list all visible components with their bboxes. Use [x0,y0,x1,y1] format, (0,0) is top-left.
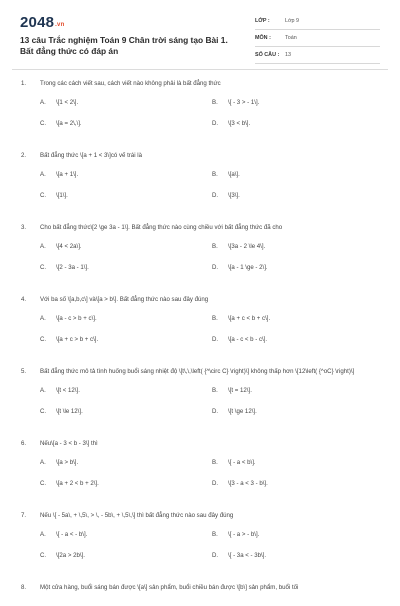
option-label: D. [212,336,219,343]
option-label: C. [40,480,47,487]
page-header [0,0,400,66]
meta-value: Toán [285,35,297,41]
meta-label: LỚP : [255,18,270,24]
option-label: B. [212,99,218,106]
option-text: \[ - 3 > - 1\]. [228,99,260,106]
question-number: 5. [21,368,27,375]
option-text: \[ - a < b\]. [228,459,256,466]
option-text: \[a\]. [228,171,240,178]
option-d[interactable] [212,263,268,273]
option-text: \[3 < b\]. [228,120,251,127]
option-label: A. [40,171,46,178]
option-c[interactable] [40,407,83,417]
document-meta [255,16,380,67]
option-c[interactable] [40,551,85,561]
option-a[interactable] [40,386,80,396]
question-text: Với ba số \[a,b,c\] và\[a > b\]. Bất đẳng thức nào sau đây đúng [40,296,209,303]
option-label: D. [212,480,219,487]
question-7 [0,511,400,570]
question-number: 7. [21,512,27,519]
option-a[interactable] [40,170,78,180]
question-text: Cho bất đẳng thức\[2 \ge 3a - 1\]. Bất đẳng thức nào cùng chiều với bất đẳng thức đã cho [40,224,283,231]
document-title: 13 câu Trắc nghiệm Toán 9 Chân trời sáng tạo Bài 1. Bất đẳng thức có đáp án [20,35,228,56]
option-label: D. [212,408,219,415]
question-number: 1. [21,80,27,87]
header-divider [12,69,388,70]
option-label: B. [212,459,218,466]
option-b[interactable] [212,170,240,180]
option-label: A. [40,531,46,538]
question-3 [0,223,400,282]
option-text: \[a + 1\]. [56,171,79,178]
question-number: 3. [21,224,27,231]
option-b[interactable] [212,386,252,396]
option-text: \[ - a < - b\]. [56,531,88,538]
option-c[interactable] [40,335,98,345]
option-a[interactable] [40,530,87,540]
question-text: Nếu \[ - 5a\, + \,5\, > \, - 5b\, + \,5\,\] thì bất đẳng thức nào sau đây đúng [40,512,234,519]
option-text: \[3 - a < 3 - b\]. [228,480,268,487]
meta-row-class [255,16,380,30]
answer-options [0,242,400,282]
question-number: 2. [21,152,27,159]
option-label: C. [40,192,47,199]
answer-options [0,98,400,138]
option-c[interactable] [40,263,89,273]
option-label: C. [40,552,47,559]
answer-options [0,314,400,354]
option-text: \[4 < 2a\]. [56,243,82,250]
question-text: Bất đẳng thức mô tả tình huống buổi sáng nhiệt độ \[t\,\,\left( {^\circ C} \right)\] không thấp hơn \[12\left( {^oC} \right)\] [40,368,355,375]
option-label: B. [212,531,218,538]
question-number: 6. [21,440,27,447]
option-text: \[a - c > b + c\]. [56,315,97,322]
option-label: A. [40,99,46,106]
question-5 [0,367,400,426]
option-a[interactable] [40,314,97,324]
option-c[interactable] [40,191,68,201]
question-text: Trong các cách viết sau, cách viết nào không phải là bất đẳng thức [40,80,221,87]
question-8 [0,583,400,593]
answer-options [0,170,400,210]
question-6 [0,439,400,498]
option-b[interactable] [212,242,265,252]
site-logo[interactable] [20,14,64,31]
option-label: C. [40,120,47,127]
answer-options [0,386,400,426]
option-text: \[3\]. [228,192,240,199]
meta-value: 13 [285,52,291,58]
question-1 [0,79,400,138]
option-text: \[2 - 3a - 1\]. [56,264,89,271]
option-text: \[t = 12\]. [228,387,252,394]
option-label: B. [212,315,218,322]
option-b[interactable] [212,98,259,108]
answer-options [0,458,400,498]
option-text: \[t \le 12\]. [56,408,83,415]
option-d[interactable] [212,119,250,129]
option-label: A. [40,243,46,250]
meta-label: MÔN : [255,35,271,41]
option-text: \[1\]. [56,192,68,199]
option-label: B. [212,243,218,250]
option-text: \[1 < 2\]. [56,99,79,106]
option-text: \[a + 2 < b + 2\]. [56,480,99,487]
meta-row-subject [255,33,380,47]
option-text: \[a > b\]. [56,459,79,466]
meta-label: SỐ CÂU : [255,52,280,58]
option-label: D. [212,192,219,199]
option-label: C. [40,336,47,343]
option-b[interactable] [212,458,256,468]
option-c[interactable] [40,119,82,129]
option-label: A. [40,315,46,322]
option-text: \[a + c < b + c\]. [228,315,271,322]
option-label: C. [40,408,47,415]
option-d[interactable] [212,479,268,489]
option-label: D. [212,264,219,271]
option-label: B. [212,171,218,178]
option-label: A. [40,459,46,466]
meta-value: Lớp 9 [285,18,300,24]
question-number: 4. [21,296,27,303]
question-text: Một cửa hàng, buổi sáng bán được \[a\] sản phẩm, buổi chiều bán được \[b\] sản phẩm, buổi tối [40,584,299,591]
option-label: D. [212,120,219,127]
option-a[interactable] [40,242,82,252]
option-label: C. [40,264,47,271]
question-number: 8. [21,584,27,591]
option-text: \[a - 1 \ge - 2\]. [228,264,268,271]
option-text: \[a - c < b - c\]. [228,336,268,343]
option-a[interactable] [40,458,78,468]
option-d[interactable] [212,191,240,201]
option-text: \[t \ge 12\]. [228,408,257,415]
option-d[interactable] [212,407,257,417]
option-text: \[2a > 2b\]. [56,552,85,559]
logo-suffix: .vn [55,22,65,28]
question-text: Bất đẳng thức \[a + 1 < 3\]có vế trái là [40,152,142,159]
option-c[interactable] [40,479,99,489]
logo-text: 2048 [20,14,55,31]
option-label: D. [212,552,219,559]
option-label: A. [40,387,46,394]
question-text: Nếu\[a - 3 < b - 3\] thì [40,440,98,447]
meta-row-count [255,50,380,64]
option-text: \[ - 3a < - 3b\]. [228,552,267,559]
option-text: \[3a - 2 \le 4\]. [228,243,266,250]
question-list [0,79,400,606]
option-b[interactable] [212,530,259,540]
option-b[interactable] [212,314,270,324]
option-text: \[a + c > b + c\]. [56,336,99,343]
option-d[interactable] [212,551,266,561]
question-2 [0,151,400,210]
option-label: B. [212,387,218,394]
option-text: \[t < 12\]. [56,387,80,394]
option-text: \[a = 2\,\]. [56,120,82,127]
answer-options [0,530,400,570]
option-text: \[ - a > - b\]. [228,531,260,538]
question-4 [0,295,400,354]
option-d[interactable] [212,335,267,345]
option-a[interactable] [40,98,78,108]
